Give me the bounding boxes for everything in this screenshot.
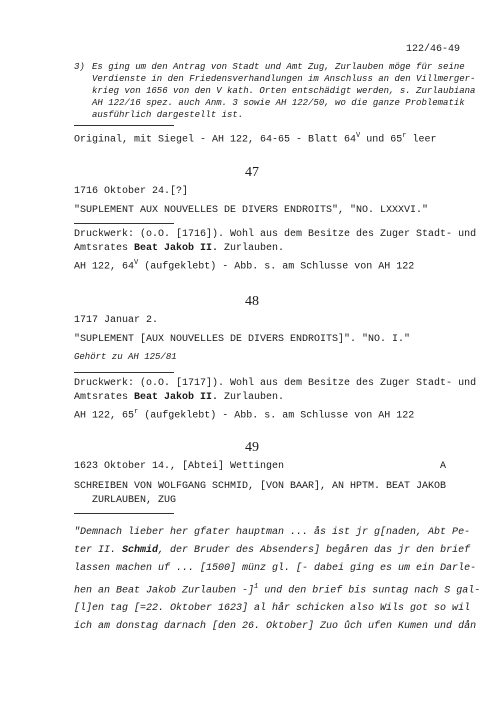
entry-date: 1716 Oktober 24.[?] xyxy=(74,186,189,197)
separator-rule xyxy=(74,372,174,373)
quote-line: [l]en tag [=22. Oktober 1623] al hår schicken also Wils got so wil xyxy=(74,603,471,615)
footnote-line: ausführlich dargestellt ist. xyxy=(92,110,244,120)
footnote-line: krieg von 1656 von den V kath. Orten entschädigt werden, s. Zurlaubiana xyxy=(92,86,476,96)
quote-block xyxy=(74,524,481,636)
entry-letter: A xyxy=(440,461,447,472)
quote-line: lassen machen uf ... [1500] münz gl. [- dabei ging es um ein Darle- xyxy=(74,563,477,574)
separator-rule xyxy=(74,513,174,514)
entry-number: 47 xyxy=(245,165,259,180)
footnote-marker: 3) xyxy=(74,62,85,72)
entry-date: 1623 Oktober 14., [Abtei] Wettingen xyxy=(74,461,285,472)
entry-number: 48 xyxy=(245,294,259,309)
separator-rule xyxy=(74,125,174,126)
original-note: Original, mit Siegel - AH 122, 64-65 - Blatt $64^V$ und 65$^r$ leer xyxy=(74,132,437,146)
footnote-text xyxy=(92,61,476,121)
footnote-line: AH 122/16 spez. auch Anm. 3 sowie AH 122/50, wo die ganze Problematik xyxy=(92,98,465,108)
entry-note: Gehört zu AH 125/81 xyxy=(74,352,177,362)
print-owner: Amtsrates Beat Jakob II. Zurlauben. xyxy=(74,243,285,254)
entry-title: SCHREIBEN VON WOLFGANG SCHMID, [VON BAAR], AN HPTM. BEAT JAKOB xyxy=(74,481,447,492)
archive-reference: AH 122, $64^V$ (aufgeklebt) - Abb. s. am Schlusse von AH 122 xyxy=(74,259,415,273)
quote-line: ter II. Schmid, der Bruder des Absenders] begåren das jr den brief xyxy=(74,545,471,556)
quote-line: hen an Beat Jakob Zurlauben -]$^1$ und den brief bis suntag nach S gal- xyxy=(74,583,481,597)
page-reference: 122/46-49 xyxy=(405,44,460,55)
quote-line: ich am donstag darnach [den 26. Oktober] Zuo ůch ufen Kumen und dån xyxy=(74,621,477,633)
entry-date: 1717 Januar 2. xyxy=(74,315,159,326)
print-owner: Amtsrates Beat Jakob II. Zurlauben. xyxy=(74,392,285,403)
archive-reference: AH 122, 65$^r$ (aufgeklebt) - Abb. s. am Schlusse von AH 122 xyxy=(74,408,415,422)
footnote-line: Es ging um den Antrag von Stadt und Amt Zug, Zurlauben möge für seine xyxy=(92,62,465,72)
quote-line: "Demnach lieber her gfater hauptman ... ås ist jr g[naden, Abt Pe- xyxy=(74,527,471,538)
print-description: Druckwerk: (o.O. [1716]). Wohl aus dem Besitze des Zuger Stadt- und xyxy=(74,229,477,240)
separator-rule xyxy=(74,223,174,224)
entry-title: "SUPLEMENT [AUX NOUVELLES DE DIVERS ENDROITS]". "NO. I." xyxy=(74,334,411,345)
entry-title: "SUPLEMENT AUX NOUVELLES DE DIVERS ENDROITS", "NO. LXXXVI." xyxy=(74,205,429,216)
entry-number: 49 xyxy=(245,440,259,455)
print-description: Druckwerk: (o.O. [1717]). Wohl aus dem Besitze des Zuger Stadt- und xyxy=(74,378,477,389)
entry-title-cont: ZURLAUBEN, ZUG xyxy=(92,495,177,506)
footnote-line: Verdienste in den Friedensverhandlungen im Anschluss an den Villmerger- xyxy=(92,74,476,84)
